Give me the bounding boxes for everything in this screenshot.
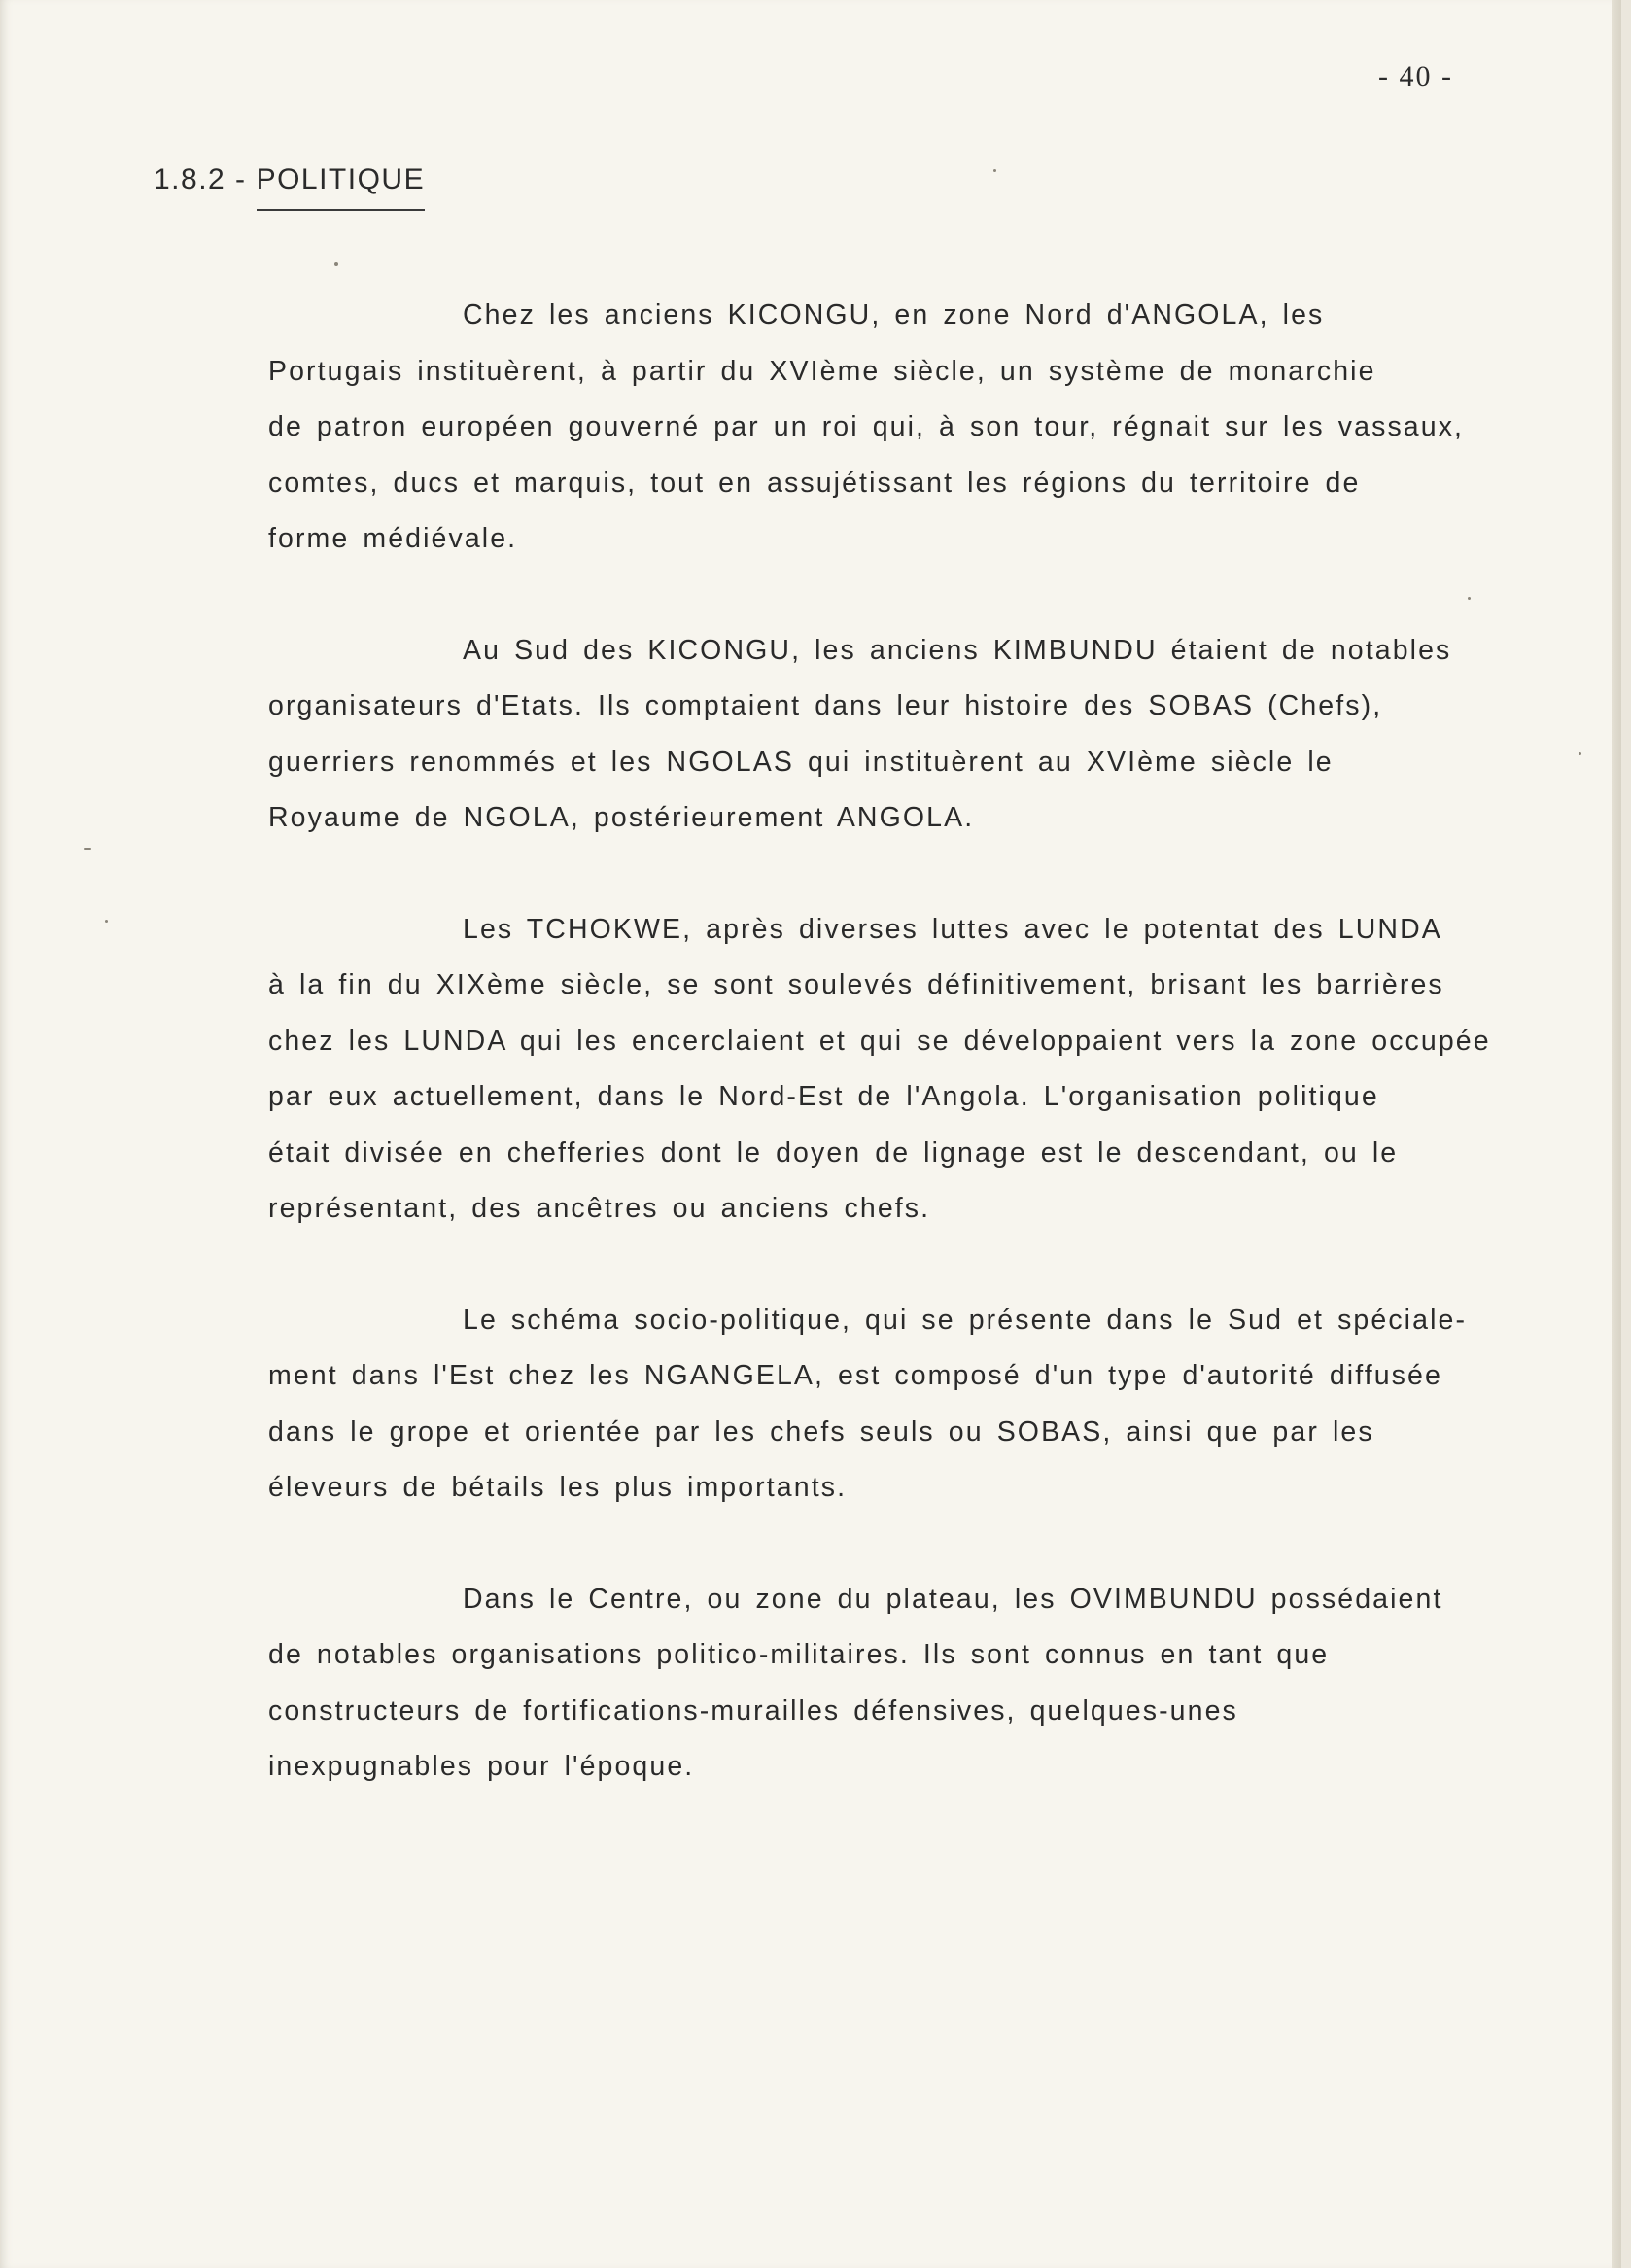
page-number: - 40 - xyxy=(1378,60,1453,92)
text-line: représentant, des ancêtres ou anciens chefs. xyxy=(268,1193,931,1224)
paragraph xyxy=(268,623,1610,847)
page-edge xyxy=(1612,0,1621,2268)
text-line: était divisée en chefferies dont le doyen de lignage est le descendant, ou le xyxy=(268,1136,1399,1169)
text-line: inexpugnables pour l'époque. xyxy=(268,1751,695,1782)
document-body xyxy=(268,288,1610,1851)
text-line: chez les LUNDA qui les encerclaient et qui se développaient vers la zone occupée xyxy=(268,1025,1491,1057)
paper-speck xyxy=(84,848,91,850)
text-line: Dans le Centre, ou zone du plateau, les OVIMBUNDU possédaient xyxy=(463,1583,1443,1615)
text-line: de notables organisations politico-militaires. Ils sont connus en tant que xyxy=(268,1639,1330,1670)
text-line: Au Sud des KICONGU, les anciens KIMBUNDU étaient de notables xyxy=(463,634,1452,666)
section-number: 1.8.2 - xyxy=(154,163,247,195)
text-line: dans le grope et orientée par les chefs seuls ou SOBAS, ainsi que par les xyxy=(268,1415,1374,1448)
paragraph xyxy=(268,1293,1610,1517)
text-line: Chez les anciens KICONGU, en zone Nord d'ANGOLA, les xyxy=(463,299,1325,331)
text-line: Les TCHOKWE, après diverses luttes avec le potentat des LUNDA xyxy=(463,913,1442,945)
text-line: Le schéma socio-politique, qui se présente dans le Sud et spéciale- xyxy=(463,1304,1468,1336)
paper-speck xyxy=(993,169,996,172)
paper-speck xyxy=(334,262,338,266)
paragraph xyxy=(268,288,1610,568)
text-line: Portugais instituèrent, à partir du XVIème siècle, un système de monarchie xyxy=(268,355,1376,387)
text-line: comtes, ducs et marquis, tout en assujétissant les régions du territoire de xyxy=(268,467,1361,499)
text-line: organisateurs d'Etats. Ils comptaient dans leur histoire des SOBAS (Chefs), xyxy=(268,690,1383,721)
paper-speck xyxy=(1468,597,1471,600)
section-heading xyxy=(154,163,425,196)
text-line: forme médiévale. xyxy=(268,523,518,554)
text-line: de patron européen gouverné par un roi qui, à son tour, régnait sur les vassaux, xyxy=(268,411,1465,442)
paragraph xyxy=(268,902,1610,1238)
text-line: par eux actuellement, dans le Nord-Est de l'Angola. L'organisation politique xyxy=(268,1081,1379,1112)
text-line: éleveurs de bétails les plus importants. xyxy=(268,1472,848,1503)
paper-speck xyxy=(105,920,108,923)
text-line: à la fin du XIXème siècle, se sont soulevés définitivement, brisant les barrières xyxy=(268,969,1444,1000)
section-title: POLITIQUE xyxy=(257,163,426,211)
text-line: ment dans l'Est chez les NGANGELA, est composé d'un type d'autorité diffusée xyxy=(268,1360,1442,1391)
paragraph xyxy=(268,1572,1610,1796)
text-line: Royaume de NGOLA, postérieurement ANGOLA. xyxy=(268,802,975,833)
text-line: guerriers renommés et les NGOLAS qui instituèrent au XVIème siècle le xyxy=(268,746,1334,778)
text-line: constructeurs de fortifications-murailles défensives, quelques-unes xyxy=(268,1694,1238,1727)
paper-speck xyxy=(1579,752,1581,755)
